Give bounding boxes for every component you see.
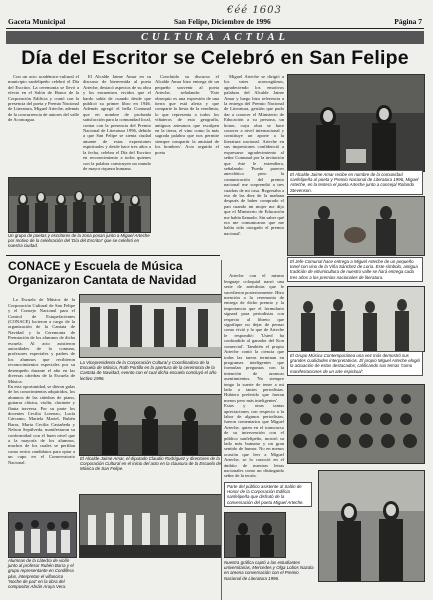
article1-column-4 [224, 74, 284, 264]
photo-students-caption: Nuestra gráfica captó a las estudiantes universitarias, Mercedes y Olga Lobos Nazala en amena conversación con el Premio Nacional de Literatura 1996. [224, 560, 314, 581]
page-number: Página 7 [394, 17, 422, 26]
photo-mayor-receives-poet [287, 74, 425, 172]
photo-cantata-performance [79, 494, 222, 558]
article2-col1-text: La Escuela de Música de la Corporación Cultural de San Felipe y el Consejo Nacional para el Control de Estupefacientes (CONACE) lucieron a cargo de la organización de la Cantata de Navidad y la Ceremonia de Premiación de los alumnos de dicha escuela. Al acto asistieron autoridades de la comuna, profesores especiales y padres de los alumnos que recibieron reconocimientos especiales por su desempeño durante el año en las diversas cátedras de la Escuela de Música. En esta oportunidad, se dieron galas de los conocimientos adquiridos, los alumnos de las cátedras de piano, guitarra clásica, violín, clarinete y flauta traversa. Por su parte los docentes Cecilia Lorenzo, Lucía Cárcamo, Mariela Martel, Rubén Barra, Marta Cecilia Castañeda y Nelson Sepúlveda, manifestaron su conformidad con el buen nivel que a la mayoría de los alumnos, muchos de los cuales se perfilan como serios candidatos para optar a un cupo en el Conservatorio Nacional. [8, 297, 75, 465]
photo-students-small [224, 512, 286, 558]
newspaper-page [6, 0, 424, 600]
photo-music-group [287, 286, 425, 352]
article1-col4-text: Miguel Arteche se dirigió a los vates aconcagüinos, agradeciendo los emotivos palabras del Alcalde Jaime Amar y luego hizo referencia a la entrega del Premio Nacional de Literatura, gestión que pudo dar a conocer el Ministerio de Educación a su persona, un honor, cuya obra se hace conocer a nivel internacional y constituye un aporte a la literatura nacional. Arteche en sus impresiones confidenció a expresarse agradecimiento al señor Comunal por la invitación que éste le extendiera, señalando: 'Puedo parecer anecdótico pero la comunicación del premio nacional me sorprendió a tres cuadras de mi casa. Regresaba a eso de las diez de la mañana después de haber comprado el pan cuando mi mujer me dijo que el Ministerio de Educación me había llamado. Sin saber qué era me comunicaron que me había sido otorgado el premio nacional'. [224, 74, 284, 236]
photo-cantata-caption: La Vicepresidenta de la Corporación Cultural y Coordinadora de la Escuela de Música, Ruth Portillo en la apertura de la ceremonia de la Cantata de Navidad, evento con el cual dicha escuela concluyó el año lectivo 1996. [80, 360, 217, 381]
article1-headline: Día del Escritor se Celebró en San Felipe [21, 47, 409, 69]
photo-cantata-opening [79, 294, 222, 358]
photo-wine-barrel-caption: El Jefe Comunal hace entrega a Miguel Arteche de un pequeño tonel con vino de la Viña Sánchez de Loria. Este símbolo, antigua tradición de vitivinicultura de nuestro valle se hará entrega cada tres años a los premios nacionales de literatura. [287, 257, 423, 282]
photo-music-group-caption: El Grupo Música Contemporánea una vez más demostró sus grandes cualidades interpretativas. El propio Miguel Arteche elogió la actuación de estos destacados, calificando sus temas 'como manifestaciones de un arte espiritual'. [287, 351, 423, 376]
article1-col1-text: Con un acto académico-cultural el municipio sanfelipeño celebró el Día del Escritor. La ceremonia se llevó a efecto en el Salón de Honor de la Corporación Edilicia y contó con la presencia del poeta y Premio Nacional de Literatura, Miguel Arteche, además de la concurrencia de autores del valle de Aconcagua. [8, 74, 79, 123]
right-column-text-body: Arteche con el mismo lenguaje coloquial narró una serie de anécdotas que le sucedieron posteriormente. Hizo mención a la ceremonia de entrega de dicho premio y la importancia que el formulario signará para periodistas con respecto al libreto que signifique no dejar de pensar como vivió y lo que de Arteche le respondió: 'Usted ha confundido al ganador del Kon comercial'. También el propio Arteche contó la ciencia que todas las tareas terminan en programas inteligentes que formulan preguntas con la intención de arrancar asentimientos. 'No siempre tengo la suerte de tener a mi lado a tantos periodistas. Hubiera preferido que fueran menos pero más inteligentes'. Estas y otras tantas apreciaciones con respecto a la labor de algunos periodistas, fueron comentarios que Miguel Arteche, quien en el transcurso de su intervención con el público sanfelipeño, mostró su lado más humano y un gran sentido de humor. No en menos ocasión que leer a Miguel Arteche, se lo conoció en el ámbito de nuestras letras nacionales como un distinguido señor de la teoría. [224, 273, 284, 479]
photo-audience [287, 384, 425, 464]
article1-column-1 [8, 74, 79, 175]
photo-authorities-caption: El Alcalde Jaime Amar, el diputado Claudio Rodríguez y directores de la Corporación Cultural en el inicio del acto en la clausura de la Escuela de Música de San Felipe. [80, 456, 222, 472]
masthead-rule [6, 28, 424, 29]
section-divider [6, 255, 220, 256]
photo-writers-caption: Un grupo de poetas y escritores de la zona posan junto a Miguel Arteche por motivo de la celebración del 'Día del Escritor' que se celebró en nuestra ciudad. [8, 233, 150, 249]
article2-column-1 [8, 292, 75, 510]
right-column-text [224, 268, 284, 518]
photo-writers-group [8, 177, 151, 233]
article1-column-3 [155, 74, 219, 254]
article1-col2-text: El Alcalde Jaime Amar en su discurso de bienvenida al poeta Arteche, destacó aspectos de su obra y los encuentros vividos que el bardo sabía de cuando desde que publicó su primer libro en 1946. Además agregó el bella Comunal que en nombre de profunda satisfacción para la comunidad local, contar con la presencia del Premio Nacional de Literatura 1996, debido a que San Felipe se sienta ciudad amante de estas expresiones espirituales y desde hace tres años a la fecha, celebra el Día del Escritor en reconocimiento a todos quienes con la palabra construyen un mundo de mayor riqueza humana. [83, 74, 151, 171]
article2-headline: CONACE y Escuela de Música Organizaron Cantata de Navidad [8, 259, 197, 287]
column-divider [221, 260, 222, 600]
photo-audience-caption: Parte del público asistente al Salón de Honor de la Corporación Edilicia sanfelipeña que disfrutó de la conversación del poeta Miguel Arteche. [224, 482, 312, 507]
dateline: San Felipe, Diciembre de 1996 [174, 17, 271, 26]
photo-mayor-caption: El Alcalde Jaime Amar recibe en nombre de la comunidad sanfelipeña al poeta y Premio Nacional de Literatura 1996, Miguel Arteche, en la testera el poeta Arteche junto a concejal Rolando Stevenson. [287, 170, 423, 195]
handwritten-archive-mark: €éé 1603 [227, 5, 282, 16]
section-banner: CULTURA ACTUAL [6, 31, 424, 44]
photo-authorities [79, 394, 222, 456]
publication-name: Gaceta Municipal [8, 17, 66, 26]
photo-violin-students [8, 512, 77, 558]
photo-violin-caption: Alumnas de la cátedra de violín junto al profesor Rubén Barra y el grupo representante en Cordillera plus, interpretan el villancico 'Noche de paz' en la obra del compositor Abrán Araya Vera. [8, 558, 74, 590]
article1-col3-text: Concluido su discurso el Alcalde Amar hizo entrega de un pequeño souvenir al poeta Arteche, señalando: 'Este obsequio es una expresión de una tierra que está alerta y que comparte la fiesta de la vendimia, lo que representa a todos los viñateros de esta geografía, antiguos artesanos que esculpen en la tierra, el vino como la más sagrada palabra que nos permite siempre compartir la amistad de los hombres'. Acto seguido el poeta [155, 74, 219, 155]
masthead [6, 17, 424, 27]
photo-students-conversation [318, 470, 425, 582]
photo-wine-barrel-gift [287, 196, 425, 256]
